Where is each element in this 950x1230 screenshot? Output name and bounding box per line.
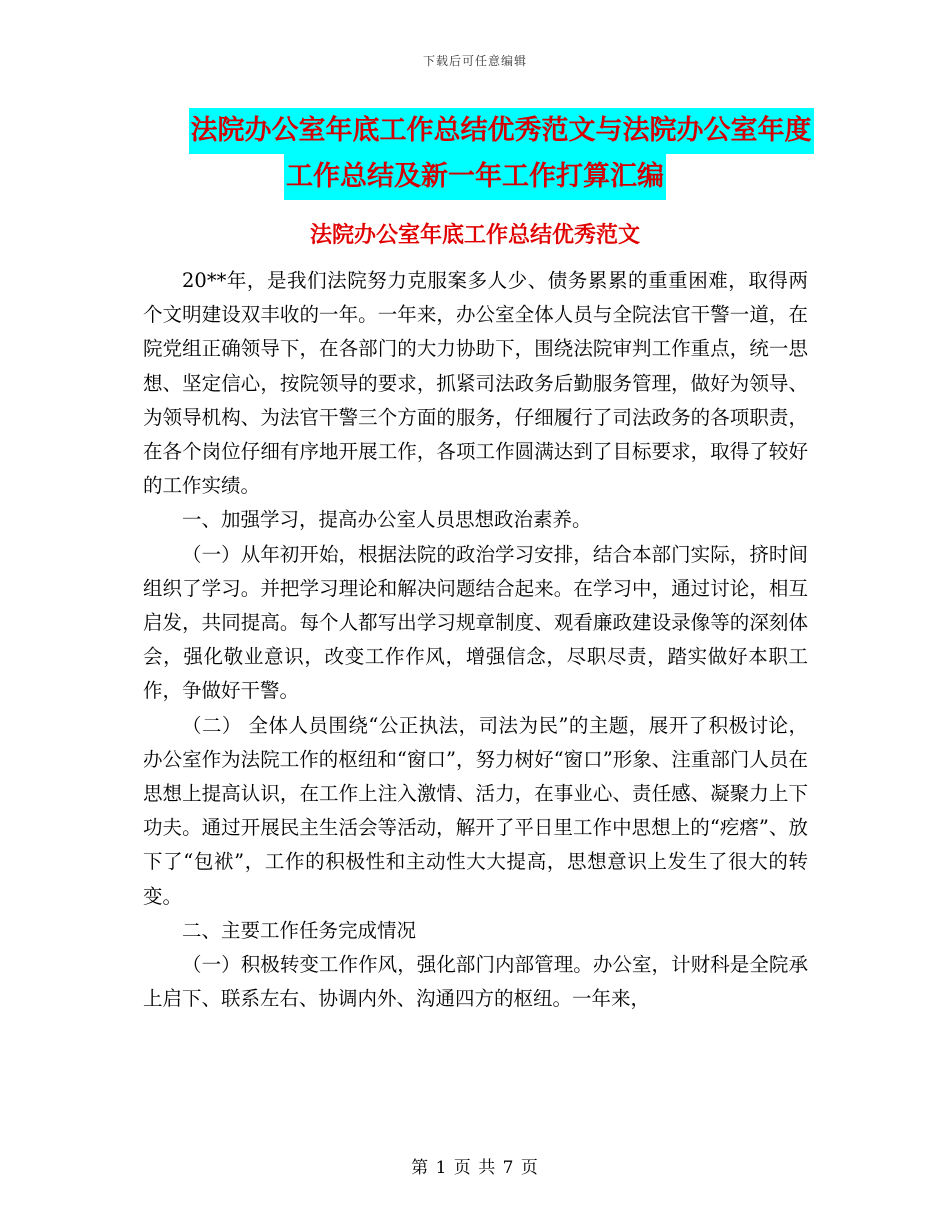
title-line-2: 工作总结及新一年工作打算汇编 <box>284 154 666 200</box>
document-title <box>0 108 950 200</box>
paragraph-1-2: （二） 全体人员围绕“公正执法，司法为民”的主题，展开了积极讨论，办公室作为法院工作的枢纽和“窗口”，努力树好“窗口”形象、注重部门人员在思想上提高认识，在工作上注入激情、活力，在事业心、责任感、凝聚力上下功夫。通过开展民主生活会等活动，解开了平日里工作中思想上的“疙瘩”、放下了“包袱”，工作的积极性和主动性大大提高，思想意识上发生了很大的转变。 <box>143 713 808 908</box>
section-title: 法院办公室年底工作总结优秀范文 <box>309 222 640 248</box>
heading-section-2: 二、主要工作任务完成情况 <box>182 918 417 942</box>
paragraph-2-1: （一）积极转变工作作风，强化部门内部管理。办公室，计财科是全院承上启下、联系左右、协调内外、沟通四方的枢纽。一年来， <box>143 953 808 1011</box>
document-body <box>143 264 808 1016</box>
title-line-1: 法院办公室年底工作总结优秀范文与法院办公室年度 <box>189 108 814 154</box>
heading-section-1: 一、加强学习，提高办公室人员思想政治素养。 <box>182 508 592 532</box>
paragraph-intro: 20**年，是我们法院努力克服案多人少、债务累累的重重困难，取得两个文明建设双丰收的一年。一年来，办公室全体人员与全院法官干警一道，在院党组正确领导下，在各部门的大力协助下，围绕法院审判工作重点，统一思想、坚定信心，按院领导的要求，抓紧司法政务后勤服务管理，做好为领导、为领导机构、为法官干警三个方面的服务，仔细履行了司法政务的各项职责，在各个岗位仔细有序地开展工作，各项工作圆满达到了目标要求，取得了较好的工作实绩。 <box>143 269 808 498</box>
page-number: 第 1 页 共 7 页 <box>411 1158 539 1178</box>
header-note: 下载后可任意编辑 <box>422 54 527 68</box>
paragraph-1-1: （一）从年初开始，根据法院的政治学习安排，结合本部门实际，挤时间组织了学习。并把学习理论和解决问题结合起来。在学习中，通过讨论，相互启发，共同提高。每个人都写出学习规章制度、观看廉政建设录像等的深刻体会，强化敬业意识，改变工作作风，增强信念，尽职尽责，踏实做好本职工作，争做好干警。 <box>143 542 808 703</box>
